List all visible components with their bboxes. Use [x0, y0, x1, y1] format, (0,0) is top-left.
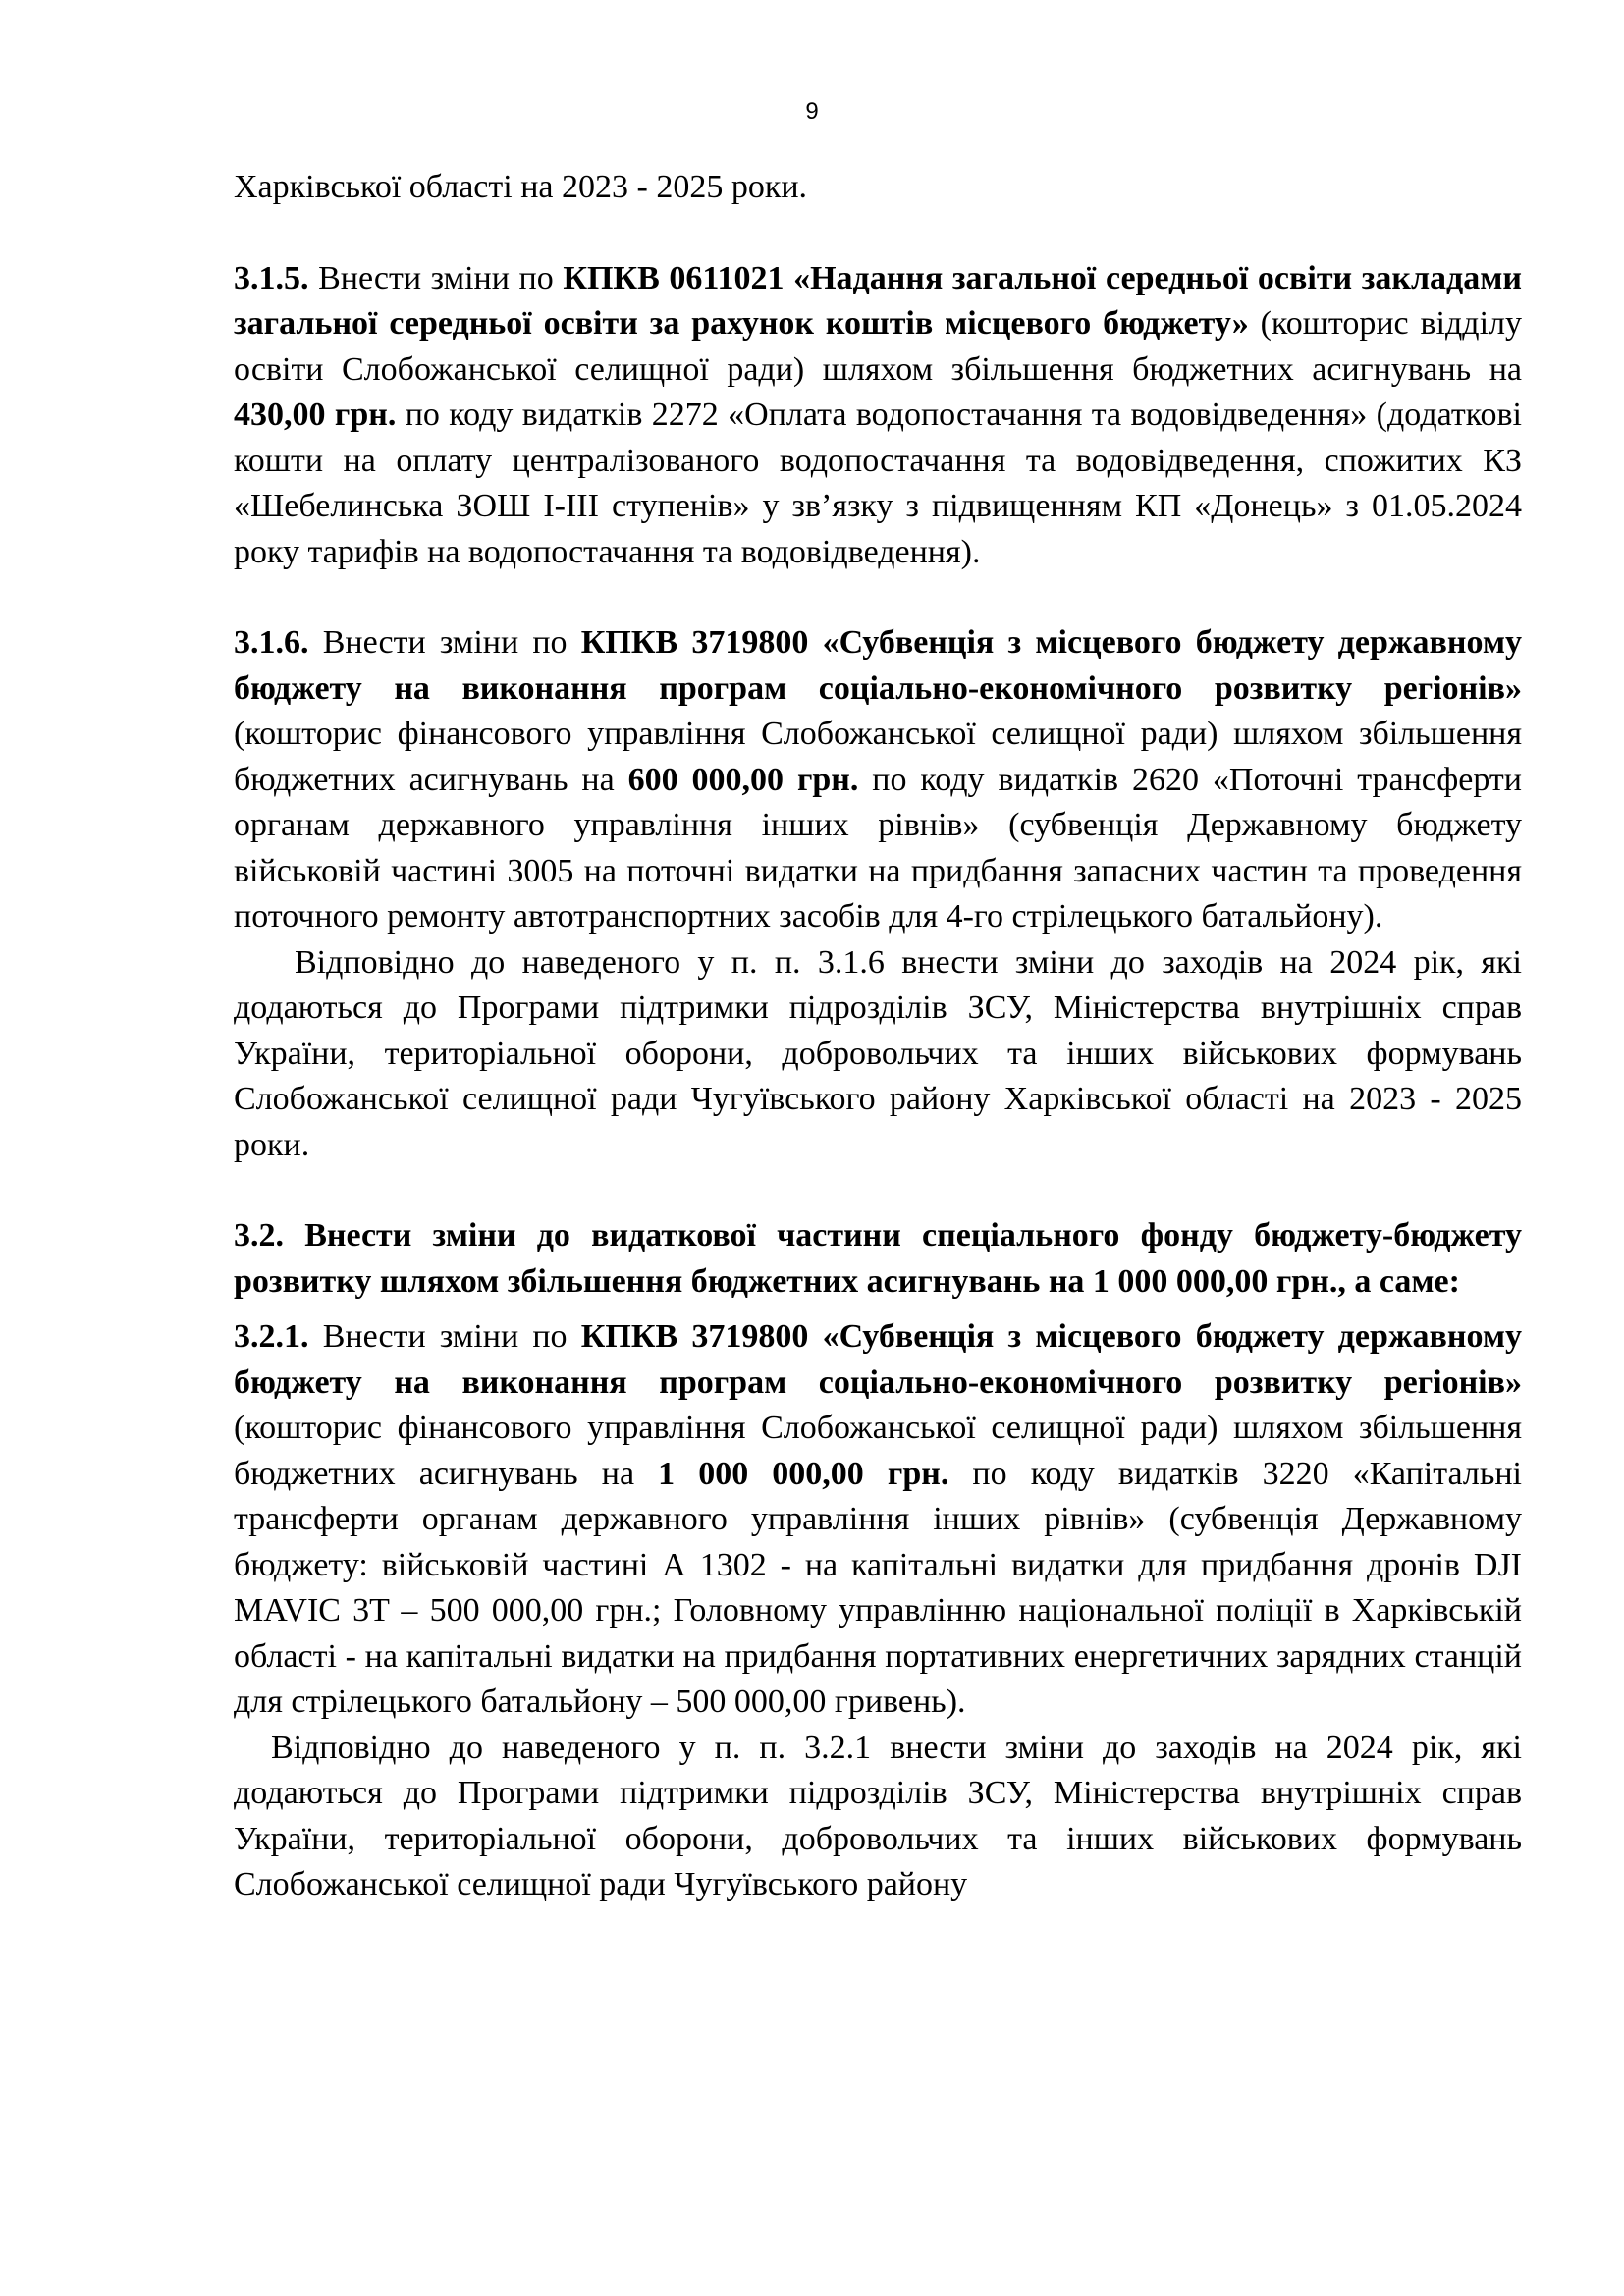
paragraph-3-1-6-program: Відповідно до наведеного у п. п. 3.1.6 внести зміни до заходів на 2024 рік, які додаються до Програми підтримки підрозділів ЗСУ, Міністерства внутрішніх справ України, територіальної оборони, добровольчих та інших військових формувань Слобожанської селищної ради Чугуївського району Харківської області на 2023 - 2025 роки. [234, 943, 1522, 1163]
amount: 430,00 грн. [234, 397, 397, 433]
amount: 600 000,00 грн. [627, 761, 859, 798]
section-number: 3.2.1. [234, 1318, 309, 1355]
page-number: 9 [805, 98, 819, 125]
section-3-2 [234, 1213, 1522, 1305]
paragraph-3-2-1-program: Відповідно до наведеного у п. п. 3.2.1 внести зміни до заходів на 2024 рік, які додаються до Програми підтримки підрозділів ЗСУ, Міністерства внутрішніх справ України, територіальної оборони, добровольчих та інших військових формувань Слобожанської селищної ради Чугуївського району [234, 1729, 1522, 1902]
section-number: 3.1.5. [234, 259, 309, 296]
section-3-1-5: 3.1.5. Внести зміни по КПКВ 0611021 «Надання загальної середньої освіти закладами загальної середньої освіти за рахунок коштів місцевого бюджету» (кошторис відділу освіти Слобожанської селищної ради) шляхом збільшення бюджетних асигнувань на 430,00 грн. по коду видатків 2272 «Оплата водопостачання та водовідведення» (додаткові кошти на оплату централізованого водопостачання та водовідведення, спожитих КЗ «Шебелинська ЗОШ І-ІІІ ступенів» у зв’язку з підвищенням КП «Донець» з 01.05.2024 року тарифів на водопостачання та водовідведення). [234, 259, 1522, 570]
section-number: 3.1.6. [234, 624, 309, 661]
budget-code-title: КПКВ 3719800 «Субвенція з місцевого бюджету державному бюджету на виконання програм соціально-економічного розвитку регіонів» [234, 1318, 1523, 1401]
section-3-2-1: 3.2.1. Внести зміни по КПКВ 3719800 «Субвенція з місцевого бюджету державному бюджету на виконання програм соціально-економічного розвитку регіонів» (кошторис фінансового управління Слобожанської селищної ради) шляхом збільшення бюджетних асигнувань на 1 000 000,00 грн. по коду видатків 3220 «Капітальні трансферти органам державного управління інших рівнів» (субвенція Державному бюджету: військовій частині А 1302 - на капітальні видатки для придбання дронів DJI MAVIC 3T – 500 000,00 грн.; Головному управлінню національної поліції в Харківській області - на капітальні видатки на придбання портативних енергетичних зарядних станцій для стрілецького батальйону – 500 000,00 гривень). [234, 1318, 1523, 1720]
budget-code-title: КПКВ 0611021 «Надання загальної середньої освіти закладами загальної середньої освіти за рахунок коштів місцевого бюджету» [234, 259, 1522, 342]
section-3-1-6: 3.1.6. Внести зміни по КПКВ 3719800 «Субвенція з місцевого бюджету державному бюджету на виконання програм соціально-економічного розвитку регіонів» (кошторис фінансового управління Слобожанської селищної ради) шляхом збільшення бюджетних асигнувань на 600 000,00 грн. по коду видатків 2620 «Поточні трансферти органам державного управління інших рівнів» (субвенція Державному бюджету військовій частині 3005 на поточні видатки на придбання запасних частин та проведення поточного ремонту автотранспортних засобів для 4-го стрілецького батальйону). [234, 624, 1523, 934]
document-body [234, 165, 1522, 1908]
budget-code-title: КПКВ 3719800 «Субвенція з місцевого бюджету державному бюджету на виконання програм соціально-економічного розвитку регіонів» [234, 624, 1523, 707]
paragraph-continuation: Харківської області на 2023 - 2025 роки. [234, 169, 808, 205]
section-3-2-heading: 3.2. Внести зміни до видаткової частини спеціального фонду бюджету-бюджету розвитку шляхом збільшення бюджетних асигнувань на 1 000 000,00 грн., а саме: [234, 1217, 1522, 1300]
amount: 1 000 000,00 грн. [658, 1455, 949, 1492]
